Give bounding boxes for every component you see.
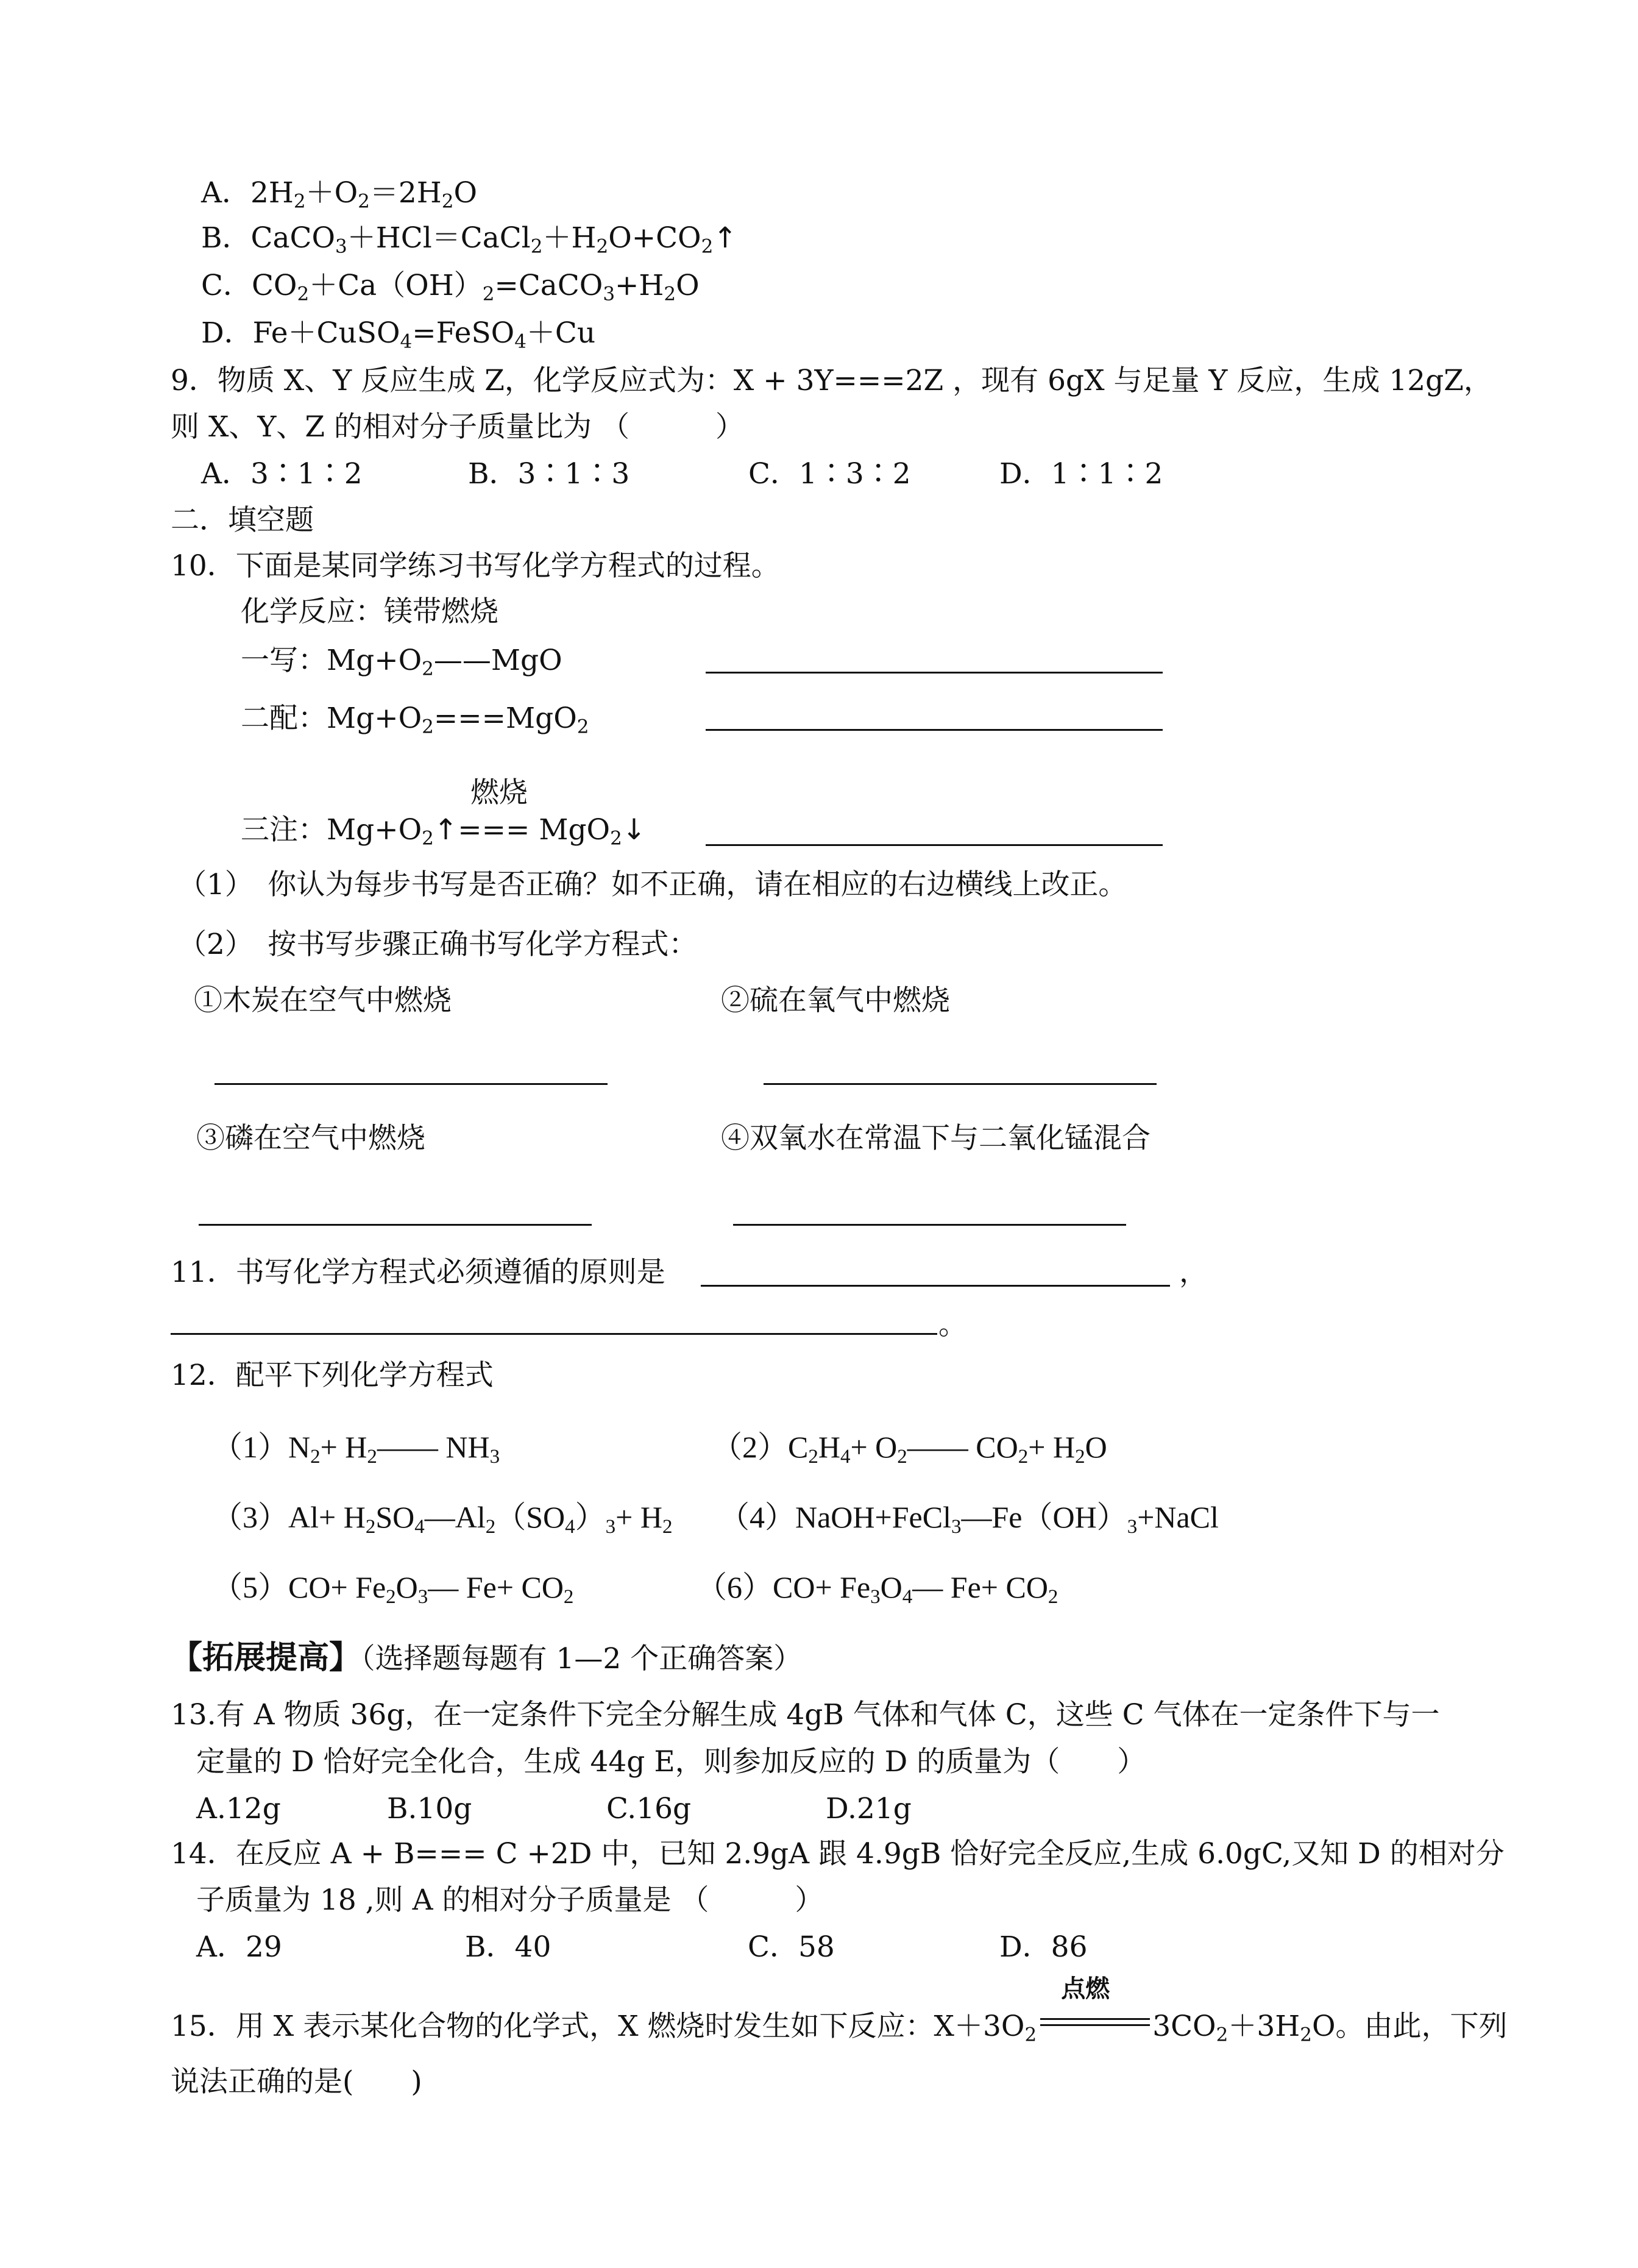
q11-comma: ， [1179,1256,1208,1289]
q13-option-b: B.10g [387,1792,472,1825]
q13-option-d: D.21g [826,1792,912,1825]
section-extension [171,1639,803,1676]
q14-option-a: A．29 [196,1930,282,1964]
q10-reaction-label: 化学反应：镁带燃烧 [241,595,498,628]
q12-eq2: $(2)C_2H_4+$ $O_2——$ $CO_2+ H_2O$ [712,1430,1107,1468]
answer-line-item3[interactable] [199,1224,592,1226]
q9-option-b: B．3∶1∶3 [468,457,630,491]
q10-sub2: （2） 按书写步骤正确书写化学方程式： [178,928,698,961]
down-arrow-icon: ↓ [622,813,647,847]
answer-line-item2[interactable] [764,1083,1157,1085]
q13-option-a: A.12g [196,1792,281,1825]
q9-option-d: D．1∶1∶2 [999,457,1163,491]
q12-eq3: $(3)Al+ H_2SO_4—Al_2(SO_4)_3+ H_2$ [212,1500,673,1538]
q14-option-d: D．86 [999,1930,1088,1964]
q12-eq4: $(4)NaOH+FeCl_3—Fe(OH)_3+NaCl$ [719,1500,1219,1538]
section-title-fill-in: 二．填空题 [171,503,314,537]
q13-option-c: C.16g [606,1792,692,1825]
q14-option-b: B．40 [465,1930,551,1964]
q10-item-4: ④双氧水在常温下与二氧化锰混合 [721,1122,1150,1155]
answer-line-item1[interactable] [214,1083,608,1085]
q15-line2: 说法正确的是( ) [171,2065,422,2099]
reaction-condition [1037,1975,1152,2036]
equals-line-bottom [1040,2024,1150,2026]
q10-stem: 10．下面是某同学练习书写化学方程式的过程。 [171,549,780,583]
q8-option-a: A．$2H_2+O_2=2H_2O$ [201,176,478,213]
q10-item-3: ③磷在空气中燃烧 [196,1122,425,1155]
answer-line-q11b[interactable] [171,1333,937,1335]
q9-line2: 则 X、Y、Z 的相对分子质量比为 （ ） [171,410,744,444]
q10-sub1: （1） 你认为每步书写是否正确？如不正确，请在相应的右边横线上改正。 [178,868,1127,901]
q14-option-c: C．58 [748,1930,835,1964]
q9-option-a: A．3∶1∶2 [201,457,363,491]
q8-option-d: D．Fe＋CuSO$_4$=FeSO$_4$＋Cu [201,316,596,353]
equals-line-top [1040,2018,1150,2020]
q12-stem: 12．配平下列化学方程式 [171,1359,494,1392]
q9-option-c: C．1∶3∶2 [748,457,911,491]
q12-eq6: $(6)CO+ Fe_3O_4—$ $Fe+ CO_2$ [697,1570,1058,1609]
answer-line-item4[interactable] [733,1224,1126,1226]
q10-step3-condition: 燃烧 [470,776,528,809]
section-extension-note: （选择题每题有 1—2 个正确答案） [361,1642,803,1676]
up-arrow-icon: ↑ [433,813,458,847]
q8-option-c: C．$CO_2+Ca(OH)_2=CaCO_3+H_2O$ [201,269,700,305]
q10-item-2: ②硫在氧气中燃烧 [721,984,950,1017]
answer-line-step2[interactable] [706,729,1163,731]
q11-stem: 11．书写化学方程式必须遵循的原则是 [171,1256,665,1289]
q15-line1: 15．用 X 表示某化合物的化学式，X 燃烧时发生如下反应：$X+3O_2$ 点燃 $3CO_2+3H_2O$。由此，下列 [171,1975,1508,2046]
q14-line1: 14．在反应 A + B=== C +2D 中，已知 2.9gA 跟 4.9gB 恰好完全反应,生成 6.0gC,又知 D 的相对分 [171,1837,1505,1871]
q10-item-1: ①木炭在空气中燃烧 [194,984,452,1017]
condition-label: 点燃 [1061,1975,1110,2003]
section-extension-title: 【拓展提高】 [171,1639,361,1676]
q12-eq5: $(5)CO+ Fe_2O_3—$ $Fe+ CO_2$ [212,1570,574,1609]
q13-line1: 13.有 A 物质 36g，在一定条件下完全分解生成 4gB 气体和气体 C，这些 C 气体在一定条件下与一 [171,1698,1440,1732]
q11-end: 。 [938,1308,967,1342]
q8-option-b: B．$CaCO_3+HCl=CaCl_2+H_2O+CO_2↑$ [201,221,737,258]
q12-eq1: $(1)N_2+$ $H_2——$ $NH_3$ [212,1430,500,1468]
q13-line2: 定量的 D 恰好完全化合，生成 44g E，则参加反应的 D 的质量为（ ） [196,1745,1146,1779]
q10-step3: 三注：$Mg+O_2↑===$ MgO$_2$↓ [241,813,647,850]
q10-step1: 一写：$Mg+O_2——MgO$ [241,644,562,680]
gas-arrow-icon: ↑ [713,221,737,255]
answer-line-step3[interactable] [706,844,1163,846]
q9-line1: 9．物质 X、Y 反应生成 Z，化学反应式为：X + 3Y===2Z ，现有 6gX 与足量 Y 反应，生成 12gZ， [171,364,1492,397]
answer-line-q11a[interactable] [701,1285,1170,1287]
q10-step2: 二配：$Mg+O_2===MgO_2$ [241,702,589,738]
answer-line-step1[interactable] [706,672,1163,674]
q14-line2: 子质量为 18 ,则 A 的相对分子质量是 （ ） [196,1883,824,1917]
